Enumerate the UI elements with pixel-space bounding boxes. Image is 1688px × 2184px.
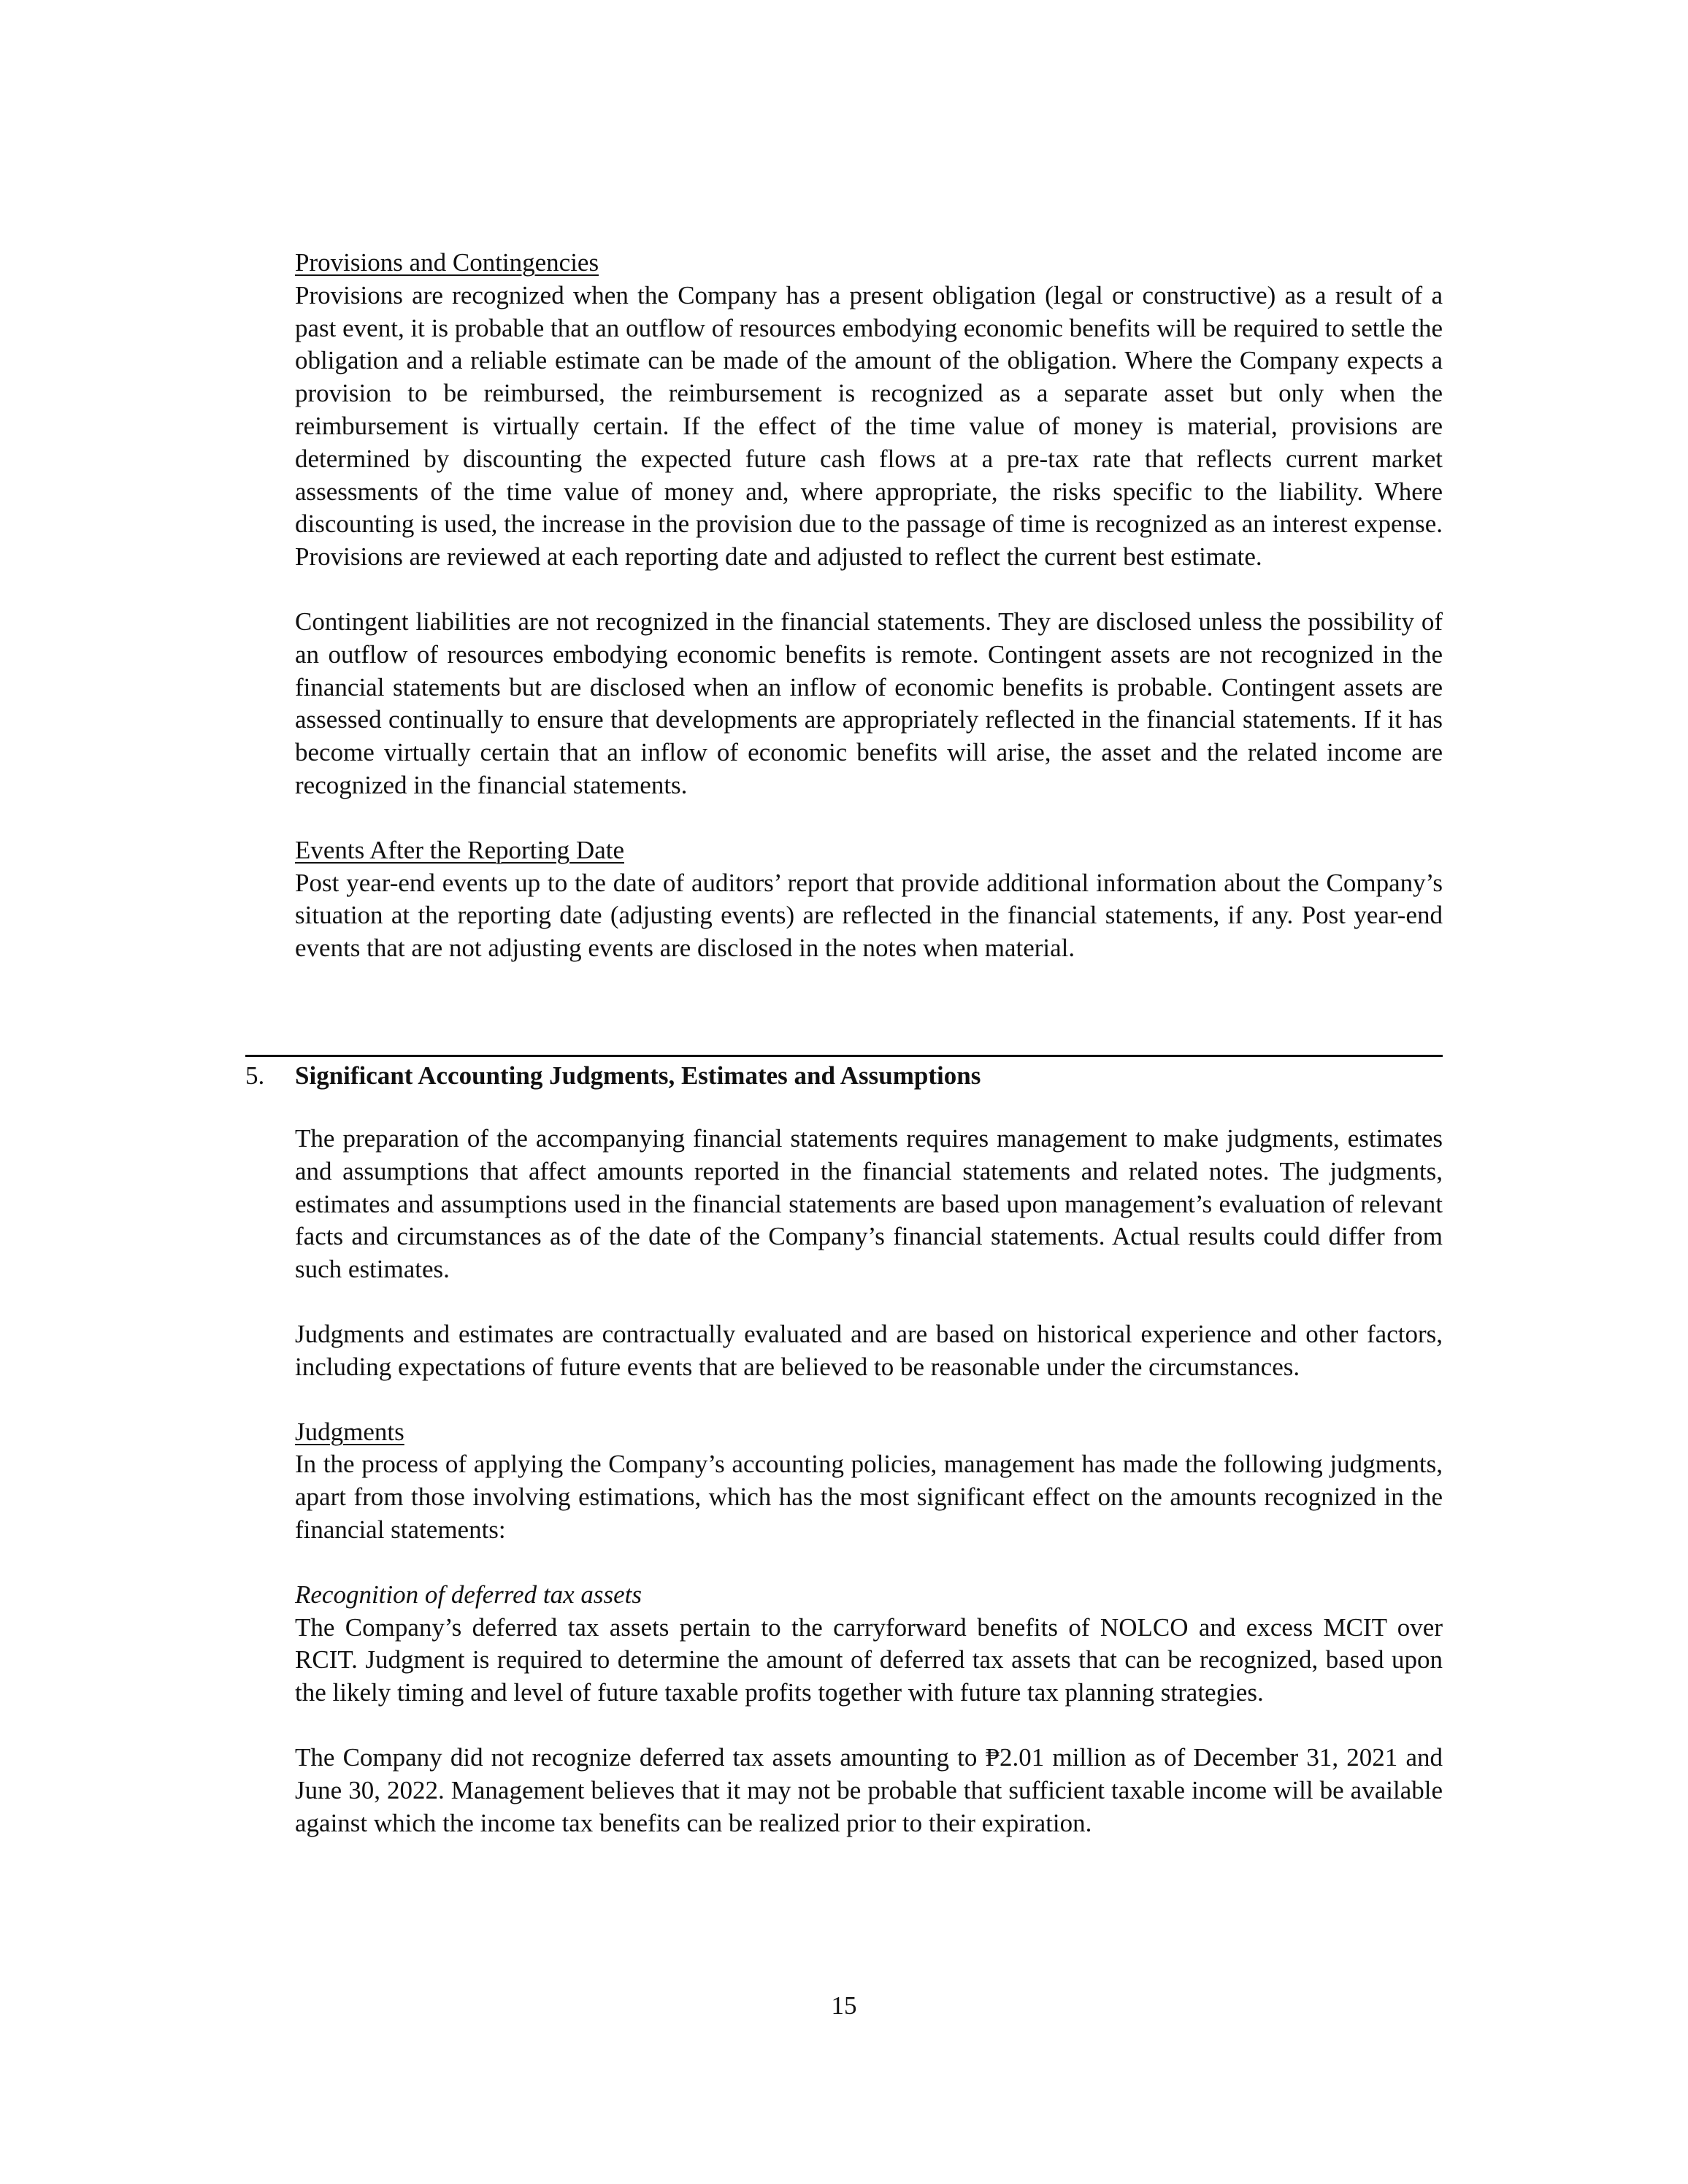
spacer [295,802,1443,834]
section-divider [245,1055,1443,1057]
section-5-estimates-paragraph: Judgments and estimates are contractually evaluated and are based on historical experience and other factors, including expectations of future events that are believed to be reasonable under the circumstances. [295,1319,1443,1381]
section-5-body [295,1123,1443,1839]
spacer [295,1286,1443,1318]
section-title: Significant Accounting Judgments, Estimates and Assumptions [295,1061,981,1090]
page-number: 15 [831,1991,857,2020]
contingencies-paragraph: Contingent liabilities are not recognized in the financial statements. They are disclosed unless the possibility of an outflow of resources embodying economic benefits is remote. Contingent assets are not recognized in the financial statements but are disclosed when an inflow of economic benefits is probable. Contingent assets are assessed continually to ensure that developments are appropriately reflected in the financial statements. If it has become virtually certain that an inflow of economic benefits will arise, the asset and the related income are recognized in the financial statements. [295,607,1443,799]
deferred-tax-unrecognized-paragraph: The Company did not recognize deferred tax assets amounting to ₱2.01 million as of December 31, 2021 and June 30, 2022. Management believes that it may not be probable that sufficient taxable income will be available against which the income tax benefits can be realized prior to their expiration. [295,1742,1443,1837]
events-paragraph: Post year-end events up to the date of auditors’ report that provide additional information about the Company’s situation at the reporting date (adjusting events) are reflected in the financial statements, if any. Post year-end events that are not adjusting events are disclosed in the notes when material. [295,868,1443,963]
spacer [295,1384,1443,1416]
deferred-tax-paragraph: The Company’s deferred tax assets pertain to the carryforward benefits of NOLCO and excess MCIT over RCIT. Judgment is required to determine the amount of deferred tax assets that can be recognized, based upon the likely timing and level of future taxable profits together with future tax planning strategies. [295,1612,1443,1707]
provisions-paragraph: Provisions are recognized when the Company has a present obligation (legal or constructive) as a result of a past event, it is probable that an outflow of resources embodying economic benefits will be required to settle the obligation and a reliable estimate can be made of the amount of the obligation. Where the Company expects a provision to be reimbursed, the reimbursement is recognized as a separate asset but only when the reimbursement is virtually certain. If the effect of the time value of money is material, provisions are determined by discounting the expected future cash flows at a pre-tax rate that reflects current market assessments of the time value of money and, where appropriate, the risks specific to the liability. Where discounting is used, the increase in the provision due to the passage of time is recognized as an interest expense. Provisions are reviewed at each reporting date and adjusted to reflect the current best estimate. [295,280,1443,572]
spacer [295,574,1443,606]
judgments-heading: Judgments [295,1417,404,1446]
judgments-paragraph: In the process of applying the Company’s accounting policies, management has made the following judgments, apart from those involving estimations, which has the most significant effect on the amounts recognized in the financial statements: [295,1450,1443,1544]
spacer [295,1710,1443,1742]
section-5-heading [245,1060,1443,1093]
deferred-tax-heading: Recognition of deferred tax assets [295,1580,642,1609]
spacer [295,1547,1443,1579]
section-number: 5. [245,1061,265,1090]
events-heading: Events After the Reporting Date [295,835,624,864]
provisions-heading: Provisions and Contingencies [295,248,599,277]
provisions-and-events-block [295,247,1443,965]
section-5-intro-paragraph: The preparation of the accompanying financial statements requires management to make judgments, estimates and assumptions that affect amounts reported in the financial statements and related notes. The judgments, estimates and assumptions used in the financial statements are based upon management’s evaluation of relevant facts and circumstances as of the date of the Company’s financial statements. Actual results could differ from such estimates. [295,1124,1443,1284]
